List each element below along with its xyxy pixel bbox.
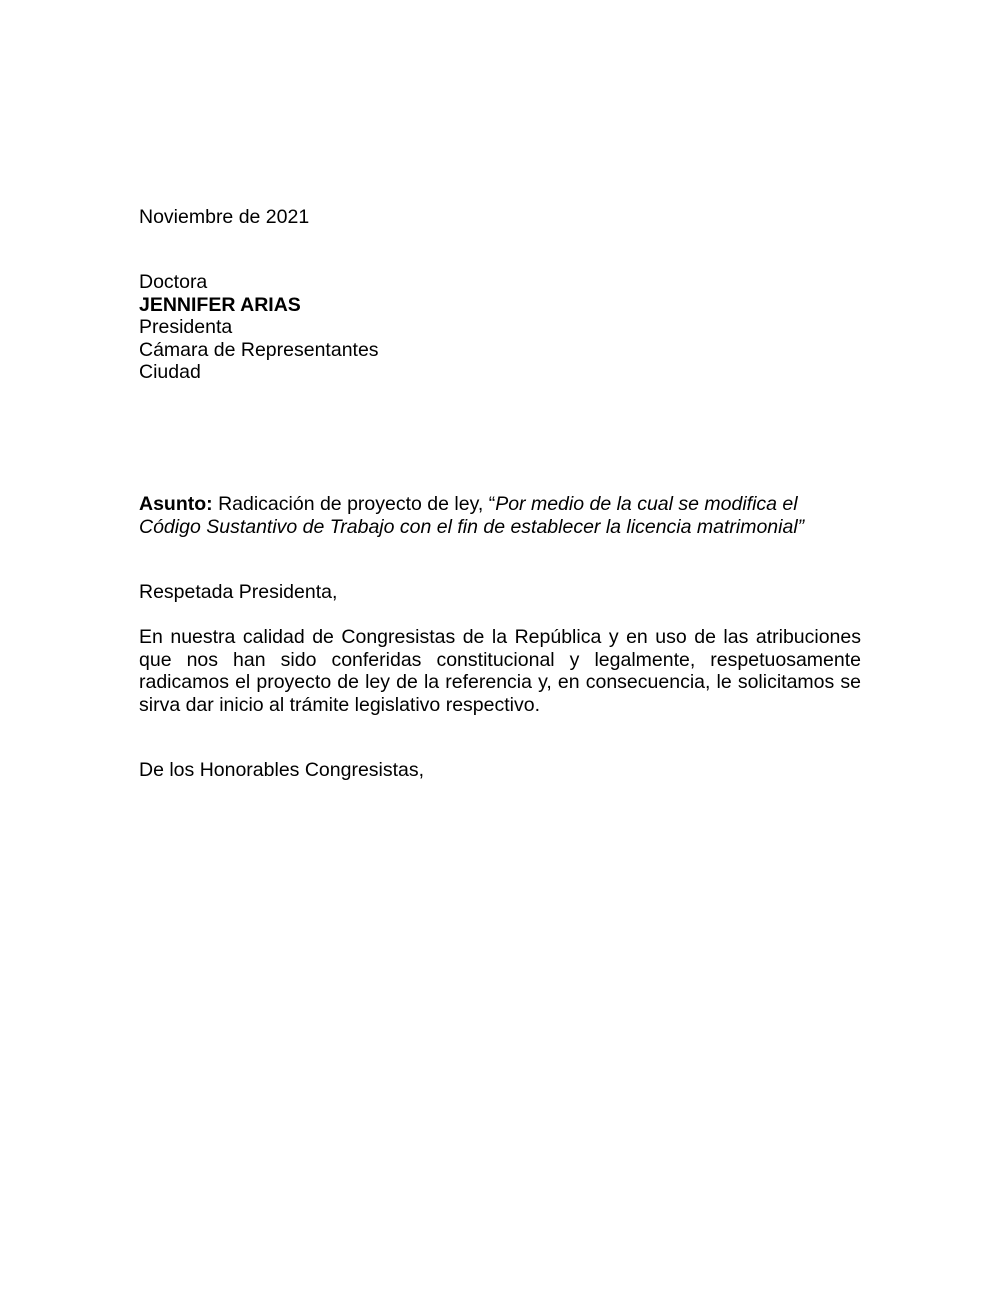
subject-bill-title: Por medio de la cual se modifica el Código Sustantivo de Trabajo con el fin de establecer la licencia matrimonial”	[139, 493, 805, 538]
recipient-block	[139, 271, 861, 384]
recipient-name: JENNIFER ARIAS	[139, 293, 301, 316]
body-paragraph: En nuestra calidad de Congresistas de la República y en uso de las atribuciones que nos han sido conferidas constitucional y legalmente, respetuosamente radicamos el proyecto de ley de la referencia y, en consecuencia, le solicitamos se sirva dar inicio al trámite legislativo respectivo.	[139, 626, 861, 716]
recipient-institution: Cámara de Representantes	[139, 338, 379, 361]
subject-label: Asunto:	[139, 493, 213, 515]
recipient-position: Presidenta	[139, 316, 233, 338]
subject-text: Radicación de proyecto de ley, “	[212, 493, 496, 515]
closing-line: De los Honorables Congresistas,	[139, 759, 425, 781]
subject-line	[139, 493, 861, 538]
recipient-city: Ciudad	[139, 361, 201, 383]
salutation: Respetada Presidenta,	[139, 581, 338, 603]
recipient-title: Doctora	[139, 271, 208, 293]
letter-date: Noviembre de 2021	[139, 206, 310, 228]
